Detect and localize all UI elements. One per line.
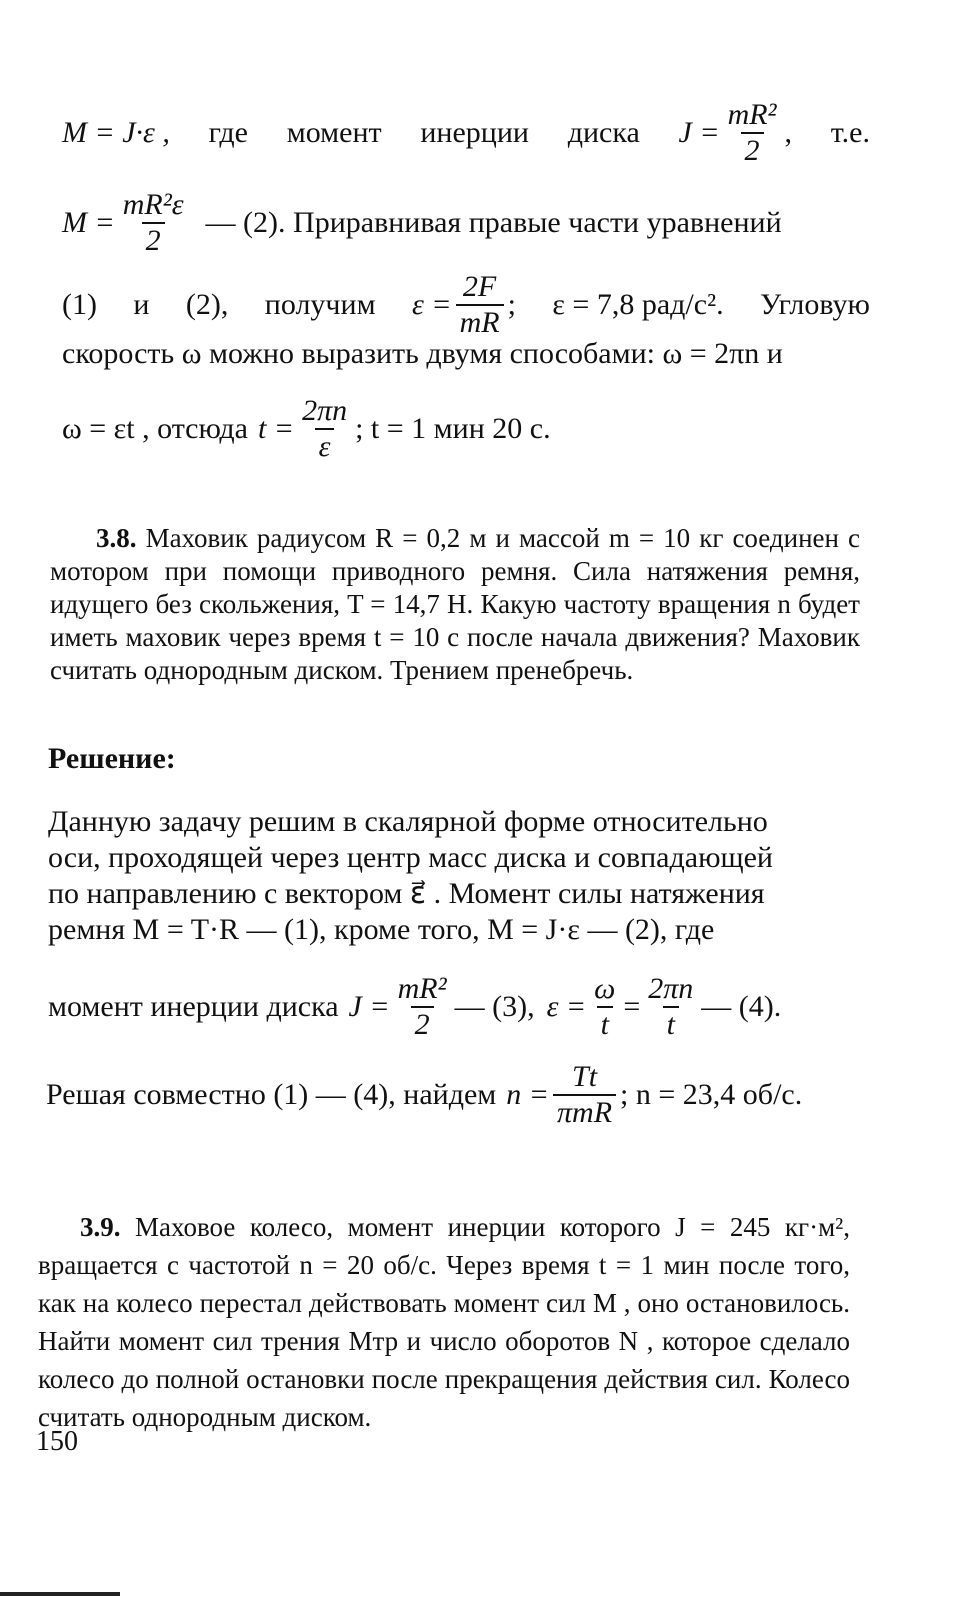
text: Данную задачу решим в скалярной форме относительно	[48, 805, 768, 838]
fraction-denominator: 2	[411, 1006, 434, 1042]
text: Решая совместно (1) — (4), найдем	[46, 1078, 497, 1111]
problem-text: Маховое колесо, момент инерции которого J = 245 кг·м², вращается с частотой n = 20 об/с. Через время t = 1 мин после того, как на колесо перестал действовать момент сил M , оно остановилось. Найти момент сил трения Mтр и число оборотов N , которое сделало колесо до полной остановки после прекращения действия сил. Колесо считать однородным диском.	[38, 1212, 850, 1432]
fraction	[394, 972, 451, 1042]
problem-number: 3.9.	[80, 1212, 121, 1242]
formula-lhs: J =	[678, 116, 720, 149]
fraction-numerator: mR²	[397, 972, 447, 1005]
formula-epsilon	[412, 270, 516, 340]
text: ω = εt , отсюда	[62, 412, 248, 445]
fraction-denominator: 2	[741, 132, 764, 168]
fraction	[298, 394, 351, 464]
fraction-denominator: t	[597, 1006, 613, 1042]
text: ; n = 23,4 об/с.	[620, 1078, 803, 1111]
text-line-5	[62, 394, 870, 464]
formula-lhs: ε =	[411, 288, 452, 321]
problem-3-8	[50, 522, 860, 687]
fraction-numerator: 2πn	[302, 394, 348, 427]
text: ремня M = T·R — (1), кроме того, M = J·ε — (2), где	[48, 913, 715, 946]
formula-lhs: t =	[257, 412, 295, 445]
problem-number: 3.8.	[96, 523, 137, 553]
solution-heading: Решение:	[48, 742, 176, 775]
fraction-denominator: mR	[456, 304, 504, 340]
problem-text: Маховик радиусом R = 0,2 м и массой m = 10 кг соединен с мотором при помощи приводного ремня. Сила натяжения ремня, идущего без скольжения, T = 14,7 Н. Какую частоту вращения n будет иметь маховик через время t = 10 с после начала движения? Маховик считать однородным диском. Трением пренебречь.	[50, 523, 861, 685]
text-line-3	[62, 270, 870, 340]
formula-epsilon-value: ε = 7,8 рад/с².	[552, 288, 724, 321]
text-line-1	[62, 98, 870, 168]
fraction-numerator: 2F	[462, 270, 497, 303]
formula-lhs: J =	[348, 990, 390, 1023]
scan-edge-rule	[0, 1592, 120, 1596]
solution-line-6	[46, 1060, 858, 1130]
word: диска	[567, 116, 640, 149]
fraction	[553, 1060, 616, 1130]
punct: ;	[507, 288, 516, 321]
problem-3-9	[38, 1208, 850, 1436]
punct: ,	[784, 116, 793, 149]
text: оси, проходящей через центр масс диска и совпадающей	[48, 841, 773, 874]
text: ; t = 1 мин 20 с.	[355, 412, 551, 445]
fraction-denominator: ε	[315, 428, 335, 464]
fraction-denominator: t	[663, 1006, 679, 1042]
formula-J	[679, 98, 793, 168]
fraction	[644, 972, 697, 1042]
fraction-denominator: 2	[142, 222, 165, 258]
word: получим	[264, 288, 376, 321]
formula-lhs: M =	[62, 206, 115, 239]
solution-line-4	[48, 912, 860, 948]
word: т.е.	[830, 116, 870, 149]
formula-lhs: n =	[506, 1078, 550, 1111]
solution-line-2	[48, 840, 860, 876]
fraction-numerator: mR²	[727, 98, 777, 131]
text: — (2). Приравнивая правые части уравнений	[205, 206, 782, 239]
text: момент инерции диска	[48, 990, 339, 1023]
fraction-numerator: 2πn	[648, 972, 694, 1005]
equals: =	[623, 990, 641, 1023]
text: — (3),	[454, 990, 535, 1023]
page-number: 150	[36, 1426, 78, 1457]
fraction	[119, 188, 188, 258]
fraction	[590, 972, 619, 1042]
formula-lhs: ε =	[546, 990, 587, 1023]
text: по направлению с вектором ε⃗ . Момент силы натяжения	[48, 877, 765, 910]
fraction-numerator: ω	[594, 972, 616, 1005]
text-line-2	[62, 188, 870, 258]
solution-line-1	[48, 804, 860, 840]
fraction-numerator: Tt	[572, 1060, 598, 1093]
word: и	[133, 288, 150, 321]
word: (1)	[62, 288, 97, 321]
text: — (4).	[701, 990, 782, 1023]
fraction-denominator: πmR	[553, 1094, 616, 1130]
text: скорость ω можно выразить двумя способами: ω = 2πn и	[62, 337, 783, 370]
word: Угловую	[760, 288, 870, 321]
solution-line-3	[48, 876, 860, 912]
word: момент	[286, 116, 382, 149]
fraction	[724, 98, 781, 168]
text-line-4	[62, 336, 870, 372]
word: где	[208, 116, 248, 149]
word: (2),	[185, 288, 229, 321]
solution-line-5	[48, 972, 860, 1042]
formula-M-Je: M = J·ε ,	[62, 116, 170, 149]
fraction-numerator: mR²ε	[122, 188, 184, 221]
fraction	[456, 270, 504, 340]
word: инерции	[420, 116, 529, 149]
